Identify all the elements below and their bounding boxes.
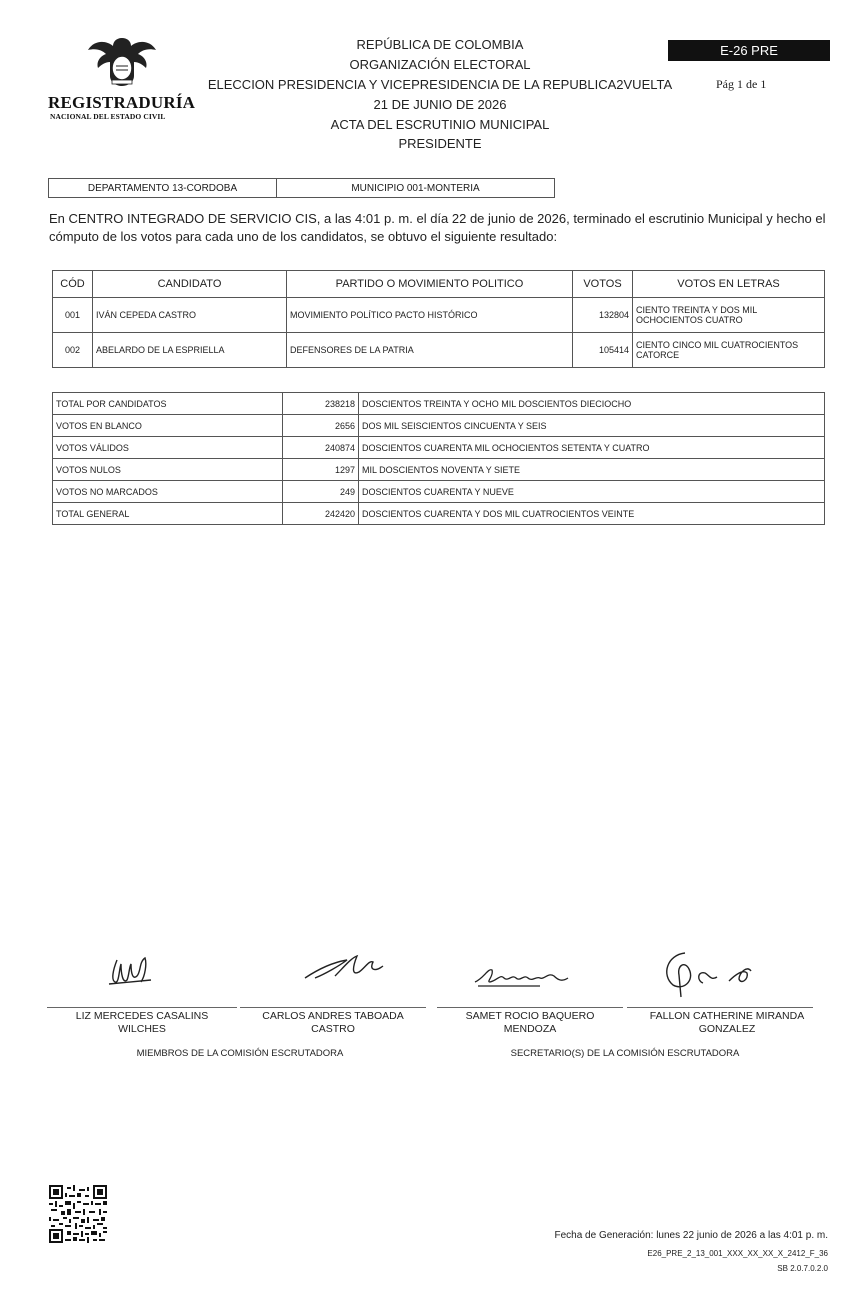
candidate-votes: 132804 [573,298,633,333]
table-row [53,298,825,333]
candidates-table [52,270,825,368]
header-votos: VOTOS [573,271,633,298]
signature-line [437,1007,623,1008]
candidate-votes-words: CIENTO CINCO MIL CUATROCIENTOS CATORCE [633,333,825,368]
table-row [53,437,825,459]
table-row [53,503,825,525]
caption-members: MIEMBROS DE LA COMISIÓN ESCRUTADORA [136,1048,344,1059]
header-date: 21 DE JUNIO DE 2026 [373,97,507,112]
total-value: 1297 [283,459,359,481]
candidate-name: ABELARDO DE LA ESPRIELLA [93,333,287,368]
location-box [48,178,555,198]
intro-paragraph: En CENTRO INTEGRADO DE SERVICIO CIS, a las 4:01 p. m. el día 22 de junio de 2026, terminado el escrutinio Municipal y hecho el cómputo de los votos para cada uno de los candidatos, se obtuvo el siguiente resultado: [49,211,826,244]
signature-2-icon [295,948,395,988]
header-votos-letras: VOTOS EN LETRAS [633,271,825,298]
municipio: MUNICIPIO 001-MONTERIA [351,182,480,194]
qr-code-icon [49,1185,107,1243]
header-election: ELECCION PRESIDENCIA Y VICEPRESIDENCIA DE LA REPUBLICA2VUELTA [207,77,673,92]
total-words: DOSCIENTOS CUARENTA MIL OCHOCIENTOS SETENTA Y CUATRO [359,437,825,459]
signature-1-icon [95,950,165,995]
table-row [53,481,825,503]
generation-date: Fecha de Generación: lunes 22 junio de 2026 a las 4:01 p. m. [554,1230,828,1241]
total-value: 249 [283,481,359,503]
candidate-votes: 105414 [573,333,633,368]
signer-3: SAMET ROCIO BAQUERO MENDOZA [465,1010,595,1035]
total-words: DOSCIENTOS CUARENTA Y NUEVE [359,481,825,503]
caption-secretaries: SECRETARIO(S) DE LA COMISIÓN ESCRUTADORA [510,1048,740,1059]
departamento: DEPARTAMENTO 13-CORDOBA [49,179,277,197]
table-row [53,393,825,415]
logo-subtitle: NACIONAL DEL ESTADO CIVIL [50,112,166,121]
page-number: Pág 1 de 1 [716,77,767,91]
totals-table [52,392,825,525]
document-code: E26_PRE_2_13_001_XXX_XX_XX_X_2412_F_36 [647,1249,828,1258]
total-value: 240874 [283,437,359,459]
signature-line [240,1007,426,1008]
condor-emblem-icon [86,32,158,92]
software-version: SB 2.0.7.0.2.0 [777,1264,828,1273]
table-row [53,459,825,481]
total-label: VOTOS NO MARCADOS [53,481,283,503]
header-cod: CÓD [53,271,93,298]
total-label: TOTAL POR CANDIDATOS [53,393,283,415]
header-position: PRESIDENTE [398,136,482,151]
total-words: DOSCIENTOS TREINTA Y OCHO MIL DOSCIENTOS DIECIOCHO [359,393,825,415]
table-header-row [53,271,825,298]
signer-1: LIZ MERCEDES CASALINS WILCHES [75,1010,209,1035]
signature-3-icon [470,958,580,993]
candidate-party: DEFENSORES DE LA PATRIA [287,333,573,368]
total-label: VOTOS VÁLIDOS [53,437,283,459]
signature-4-icon [655,945,775,1000]
candidate-cod: 001 [53,298,93,333]
total-value: 238218 [283,393,359,415]
total-value: 242420 [283,503,359,525]
total-label: TOTAL GENERAL [53,503,283,525]
logo-title: REGISTRADURÍA [48,93,196,112]
total-words: MIL DOSCIENTOS NOVENTA Y SIETE [359,459,825,481]
candidate-name: IVÁN CEPEDA CASTRO [93,298,287,333]
total-value: 2656 [283,415,359,437]
total-words: DOS MIL SEISCIENTOS CINCUENTA Y SEIS [359,415,825,437]
candidate-cod: 002 [53,333,93,368]
signer-2: CARLOS ANDRES TABOADA CASTRO [262,1010,404,1035]
signature-line [47,1007,237,1008]
header-candidato: CANDIDATO [93,271,287,298]
header-partido: PARTIDO O MOVIMIENTO POLITICO [287,271,573,298]
header-acta: ACTA DEL ESCRUTINIO MUNICIPAL [330,117,550,132]
header-republic: REPÚBLICA DE COLOMBIA [356,37,524,52]
total-words: DOSCIENTOS CUARENTA Y DOS MIL CUATROCIENTOS VEINTE [359,503,825,525]
table-row [53,415,825,437]
registraduria-logo [48,32,196,122]
header-organization: ORGANIZACIÓN ELECTORAL [349,57,531,72]
candidate-votes-words: CIENTO TREINTA Y DOS MIL OCHOCIENTOS CUATRO [633,298,825,333]
form-code-badge: E-26 PRE [668,40,830,61]
table-row [53,333,825,368]
total-label: VOTOS NULOS [53,459,283,481]
signer-4: FALLON CATHERINE MIRANDA GONZALEZ [649,1010,805,1035]
candidate-party: MOVIMIENTO POLÍTICO PACTO HISTÓRICO [287,298,573,333]
signature-line [627,1007,813,1008]
total-label: VOTOS EN BLANCO [53,415,283,437]
